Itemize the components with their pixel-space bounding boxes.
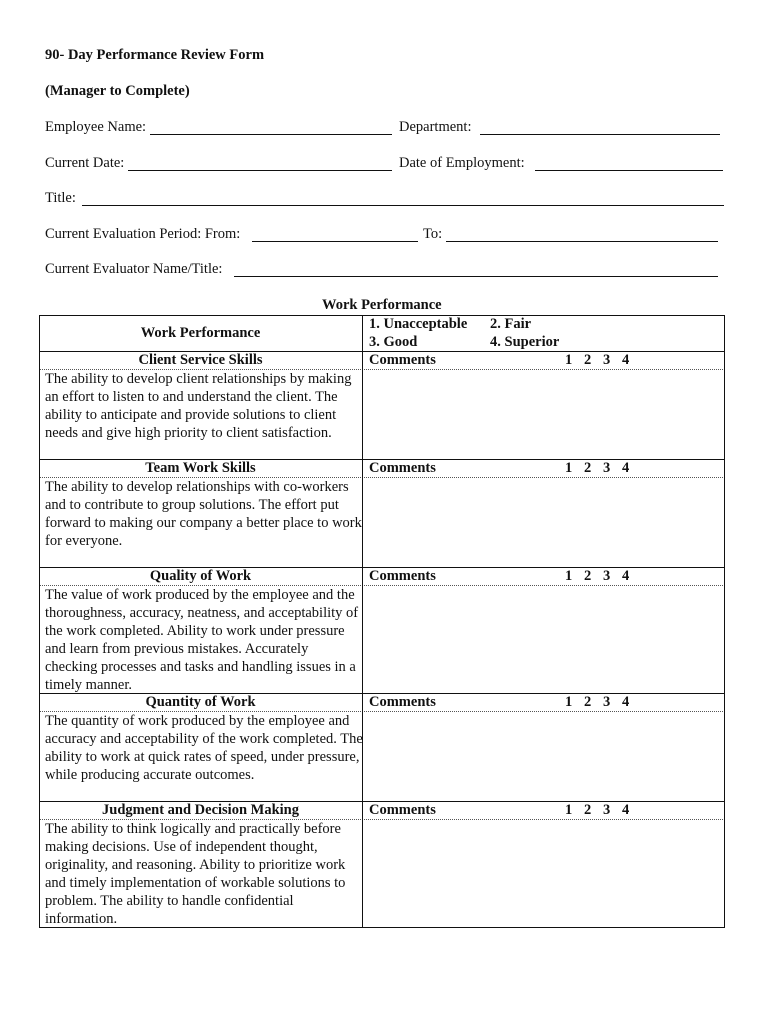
section-description: The value of work produced by the employee and the thoroughness, accuracy, neatness, and acceptability of the work completed. Ability to work under pressure and learn from previous mistakes. Accurately checking processes and tasks and handling issues in a timely manner. [45, 587, 359, 693]
evaluator-label: Current Evaluator Name/Title: [45, 261, 223, 277]
rating-scale [565, 694, 645, 711]
rating-option[interactable]: 2 [584, 352, 592, 368]
rating-option[interactable]: 1 [565, 460, 573, 476]
rating-scale [565, 568, 645, 585]
rating-option[interactable]: 1 [565, 694, 573, 710]
rating-option[interactable]: 3 [603, 460, 611, 476]
department-label: Department: [399, 119, 472, 135]
comments-area[interactable] [363, 820, 724, 927]
form-subtitle: (Manager to Complete) [45, 83, 190, 99]
legend-unacceptable: 1. Unacceptable [369, 316, 468, 332]
rating-option[interactable]: 3 [603, 568, 611, 584]
date-of-employment-label: Date of Employment: [399, 155, 525, 171]
title-field[interactable] [82, 205, 724, 206]
rating-option[interactable]: 2 [584, 460, 592, 476]
rating-option[interactable]: 4 [622, 352, 630, 368]
current-date-label: Current Date: [45, 155, 125, 171]
rating-option[interactable]: 2 [584, 568, 592, 584]
employee-name-field[interactable] [150, 134, 392, 135]
legend-superior: 4. Superior [490, 334, 560, 350]
header-work-performance: Work Performance [140, 325, 261, 341]
section-description: The ability to think logically and practically before making decisions. Use of independent thought, originality, and reasoning. Ability to prioritize work and timely implementation of workable solutions to problem. The ability to handle confidential information. [45, 821, 346, 927]
department-field[interactable] [480, 134, 720, 135]
rating-option[interactable]: 3 [603, 694, 611, 710]
section-description: The ability to develop relationships with co-workers and to contribute to group solutions. The effort put forward to making our company a better place to work for everyone. [45, 479, 362, 549]
section-description: The ability to develop client relationships by making an effort to listen to and understand the client. The ability to anticipate and provide solutions to client needs and give high priority to client satisfaction. [45, 371, 352, 441]
comments-label: Comments [369, 352, 436, 368]
evaluation-from-field[interactable] [252, 241, 418, 242]
comments-label: Comments [369, 568, 436, 584]
comments-area[interactable] [363, 586, 724, 693]
evaluator-field[interactable] [234, 276, 718, 277]
section-title-judgment: Judgment and Decision Making [102, 802, 299, 818]
rating-option[interactable]: 2 [584, 694, 592, 710]
evaluation-to-field[interactable] [446, 241, 718, 242]
comments-area[interactable] [363, 712, 724, 801]
comments-area[interactable] [363, 370, 724, 459]
rating-option[interactable]: 1 [565, 802, 573, 818]
table-border-left [39, 315, 40, 928]
section-title-team-work: Team Work Skills [145, 460, 256, 476]
current-date-field[interactable] [128, 170, 392, 171]
rating-scale [565, 802, 645, 819]
rating-option[interactable]: 1 [565, 352, 573, 368]
table-caption: Work Performance [322, 297, 442, 313]
performance-table [39, 315, 725, 928]
rating-scale [565, 352, 645, 369]
section-title-client-service: Client Service Skills [138, 352, 263, 368]
evaluation-from-label: Current Evaluation Period: From: [45, 226, 241, 242]
date-of-employment-field[interactable] [535, 170, 723, 171]
rating-option[interactable]: 1 [565, 568, 573, 584]
section-title-quality-of-work: Quality of Work [149, 568, 252, 584]
rating-option[interactable]: 2 [584, 802, 592, 818]
comments-label: Comments [369, 694, 436, 710]
rating-option[interactable]: 3 [603, 802, 611, 818]
section-title-quantity-of-work: Quantity of Work [145, 694, 256, 710]
section-description: The quantity of work produced by the employee and accuracy and acceptability of the work completed. The ability to work at quick rates of speed, under pressure, while producing accurate outcomes. [45, 713, 363, 783]
rating-option[interactable]: 3 [603, 352, 611, 368]
comments-label: Comments [369, 460, 436, 476]
evaluation-to-label: To: [423, 226, 443, 242]
rating-option[interactable]: 4 [622, 568, 630, 584]
rating-option[interactable]: 4 [622, 460, 630, 476]
legend-fair: 2. Fair [490, 316, 532, 332]
title-label: Title: [45, 190, 76, 206]
rating-scale [565, 460, 645, 477]
comments-label: Comments [369, 802, 436, 818]
legend-good: 3. Good [369, 334, 418, 350]
form-title: 90- Day Performance Review Form [45, 47, 265, 63]
employee-name-label: Employee Name: [45, 119, 147, 135]
rating-option[interactable]: 4 [622, 802, 630, 818]
rating-option[interactable]: 4 [622, 694, 630, 710]
table-border-right [724, 315, 725, 928]
comments-area[interactable] [363, 478, 724, 567]
